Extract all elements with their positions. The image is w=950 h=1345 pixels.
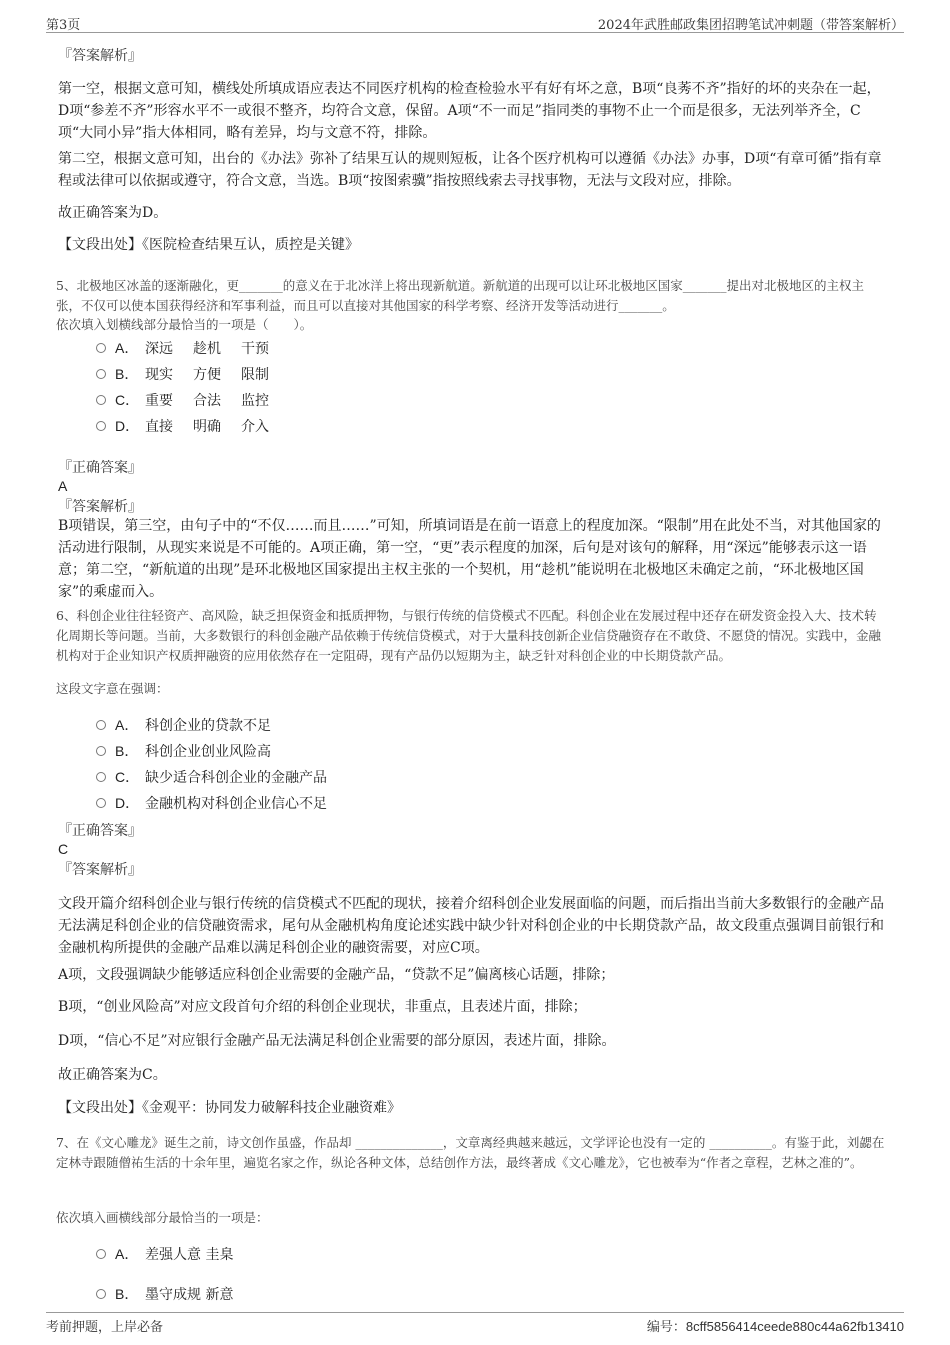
document-title: 2024年武胜邮政集团招聘笔试冲刺题（带答案解析） [597, 18, 904, 33]
option-b[interactable]: B． 现实 方便 限制 [96, 364, 289, 385]
source: 【文段出处】《金观平：协同发力破解科技企业融资难》 [58, 1100, 401, 1116]
analysis-paragraph: 第一空，根据文意可知，横线处所填成语应表达不同医疗机构的检查检验水平有好有坏之意，B项“良莠不齐”指好的坏的夹杂在一起，D项“参差不齐”形容水平不一或很不整齐，均符合文意，保留。A项“不一而足”指同类的事物不止一个而是很多，无法列举齐全，C项“大同小异”指大体相同，略有差异，均与文意不符，排除。 [58, 81, 881, 141]
radio-icon[interactable] [96, 421, 106, 431]
question-stem: 6、科创企业往往轻资产、高风险，缺乏担保资金和抵质押物，与银行传统的信贷模式不匹配。科创企业在发展过程中还存在研发资金投入大、技术转化周期长等问题。当前，大多数银行的科创金融产品依赖于传统信贷模式，对于大量科技创新企业信贷融资存在不敢贷、不愿贷的情况。实践中，金融机构对于企业知识产权质押融资的应用依然存在一定阻碍，现有产品仍以短期为主，缺乏针对科创企业的中长期贷款产品。 [56, 608, 882, 663]
page-header [46, 12, 904, 33]
analysis-label: 『答案解析』 [58, 48, 142, 64]
conclusion: 故正确答案为D。 [58, 205, 168, 221]
analysis-paragraph: A项，文段强调缺少能够适应科创企业需要的金融产品，“贷款不足”偏离核心话题，排除； [58, 967, 615, 983]
radio-icon[interactable] [96, 720, 106, 730]
analysis-paragraph: B项错误，第三空，由句子中的“不仅……而且……”可知，所填词语是在前一语意上的程度加深。“限制”用在此处不当，对其他国家的活动进行限制，从现实来说是不可能的。A项正确，第一空，“更”表示程度的加深，后句是对该句的解释，用“深远”能够表示这一语意；第二空，“新航道的出现”是环北极地区国家提出主权主张的一个契机，用“趁机”能说明在北极地区未确定之前，“环北极地区国家”的乘虚而入。 [58, 518, 881, 600]
radio-icon[interactable] [96, 798, 106, 808]
source: 【文段出处】《医院检查结果互认，质控是关键》 [58, 237, 359, 253]
analysis-paragraph: D项，“信心不足”对应银行金融产品无法满足科创企业需要的部分原因，表述片面，排除。 [58, 1033, 616, 1049]
page-number: 第3页 [46, 18, 81, 33]
question-prompt: 依次填入划横线部分最恰当的一项是（ ）。 [56, 317, 313, 332]
radio-icon[interactable] [96, 395, 106, 405]
question-stem: 7、在《文心雕龙》诞生之前，诗文创作虽盛，作品却 ______________，文章离经典越来越远，文学评论也没有一定的 __________。有鉴于此，刘勰在定林寺跟随僧祐生活的十余年里，遍览名家之作，纵论各种文体，总结创作方法，最终著成《文心雕龙》，它也被奉为“作者之章程，艺林之准的”。 [56, 1135, 885, 1170]
option-c[interactable]: C． 重要 合法 监控 [96, 390, 289, 411]
question-prompt: 这段文字意在强调： [56, 681, 169, 696]
radio-icon[interactable] [96, 772, 106, 782]
option-c[interactable]: C． 缺少适合科创企业的金融产品 [96, 767, 327, 788]
footer-slogan: 考前押题，上岸必备 [46, 1320, 164, 1335]
correct-answer: A [58, 478, 68, 494]
analysis-paragraph: 第二空，根据文意可知，出台的《办法》弥补了结果互认的规则短板，让各个医疗机构可以遵循《办法》办事，D项“有章可循”指有章程或法律可以依据或遵守，符合文意，当选。B项“按图索骥”指按照线索去寻找事物，无法与文段对应，排除。 [58, 151, 882, 189]
radio-icon[interactable] [96, 343, 106, 353]
option-a[interactable]: A． 差强人意 圭臬 [96, 1244, 233, 1265]
correct-answer-label: 『正确答案』 [58, 460, 142, 476]
radio-icon[interactable] [96, 1289, 106, 1299]
option-b[interactable]: B． 墨守成规 新意 [96, 1284, 233, 1305]
radio-icon[interactable] [96, 369, 106, 379]
option-a[interactable]: A． 深远 趁机 干预 [96, 338, 289, 359]
radio-icon[interactable] [96, 746, 106, 756]
option-d[interactable]: D． 直接 明确 介入 [96, 416, 289, 437]
page-footer [46, 1312, 904, 1335]
correct-answer-label: 『正确答案』 [58, 823, 142, 839]
analysis-paragraph: 文段开篇介绍科创企业与银行传统的信贷模式不匹配的现状，接着介绍科创企业发展面临的问题，而后指出当前大多数银行的金融产品无法满足科创企业的信贷融资需求，尾句从金融机构角度论述实践中缺少针对科创企业的中长期贷款产品，故文段重点强调目前银行和金融机构所提供的金融产品难以满足科创企业的融资需要，对应C项。 [58, 896, 884, 956]
option-a[interactable]: A． 科创企业的贷款不足 [96, 715, 271, 736]
question-prompt: 依次填入画横线部分最恰当的一项是： [56, 1210, 269, 1225]
analysis-paragraph: B项，“创业风险高”对应文段首句介绍的科创企业现状，非重点，且表述片面，排除； [58, 999, 587, 1015]
option-b[interactable]: B． 科创企业创业风险高 [96, 741, 271, 762]
correct-answer: C [58, 841, 69, 857]
radio-icon[interactable] [96, 1249, 106, 1259]
question-stem: 5、北极地区冰盖的逐渐融化，更_______的意义在于北冰洋上将出现新航道。新航道的出现可以让环北极地区国家_______提出对北极地区的主权主张，不仅可以使本国获得经济和军事利益，而且可以直接对其他国家的科学考察、经济开发等活动进行_______。 [56, 278, 864, 313]
option-d[interactable]: D． 金融机构对科创企业信心不足 [96, 793, 327, 814]
analysis-label: 『答案解析』 [58, 499, 142, 515]
document-code: 编号：8cff5856414ceede880c44a62fb13410 [646, 1319, 904, 1335]
conclusion: 故正确答案为C。 [58, 1067, 167, 1083]
analysis-label: 『答案解析』 [58, 862, 142, 878]
